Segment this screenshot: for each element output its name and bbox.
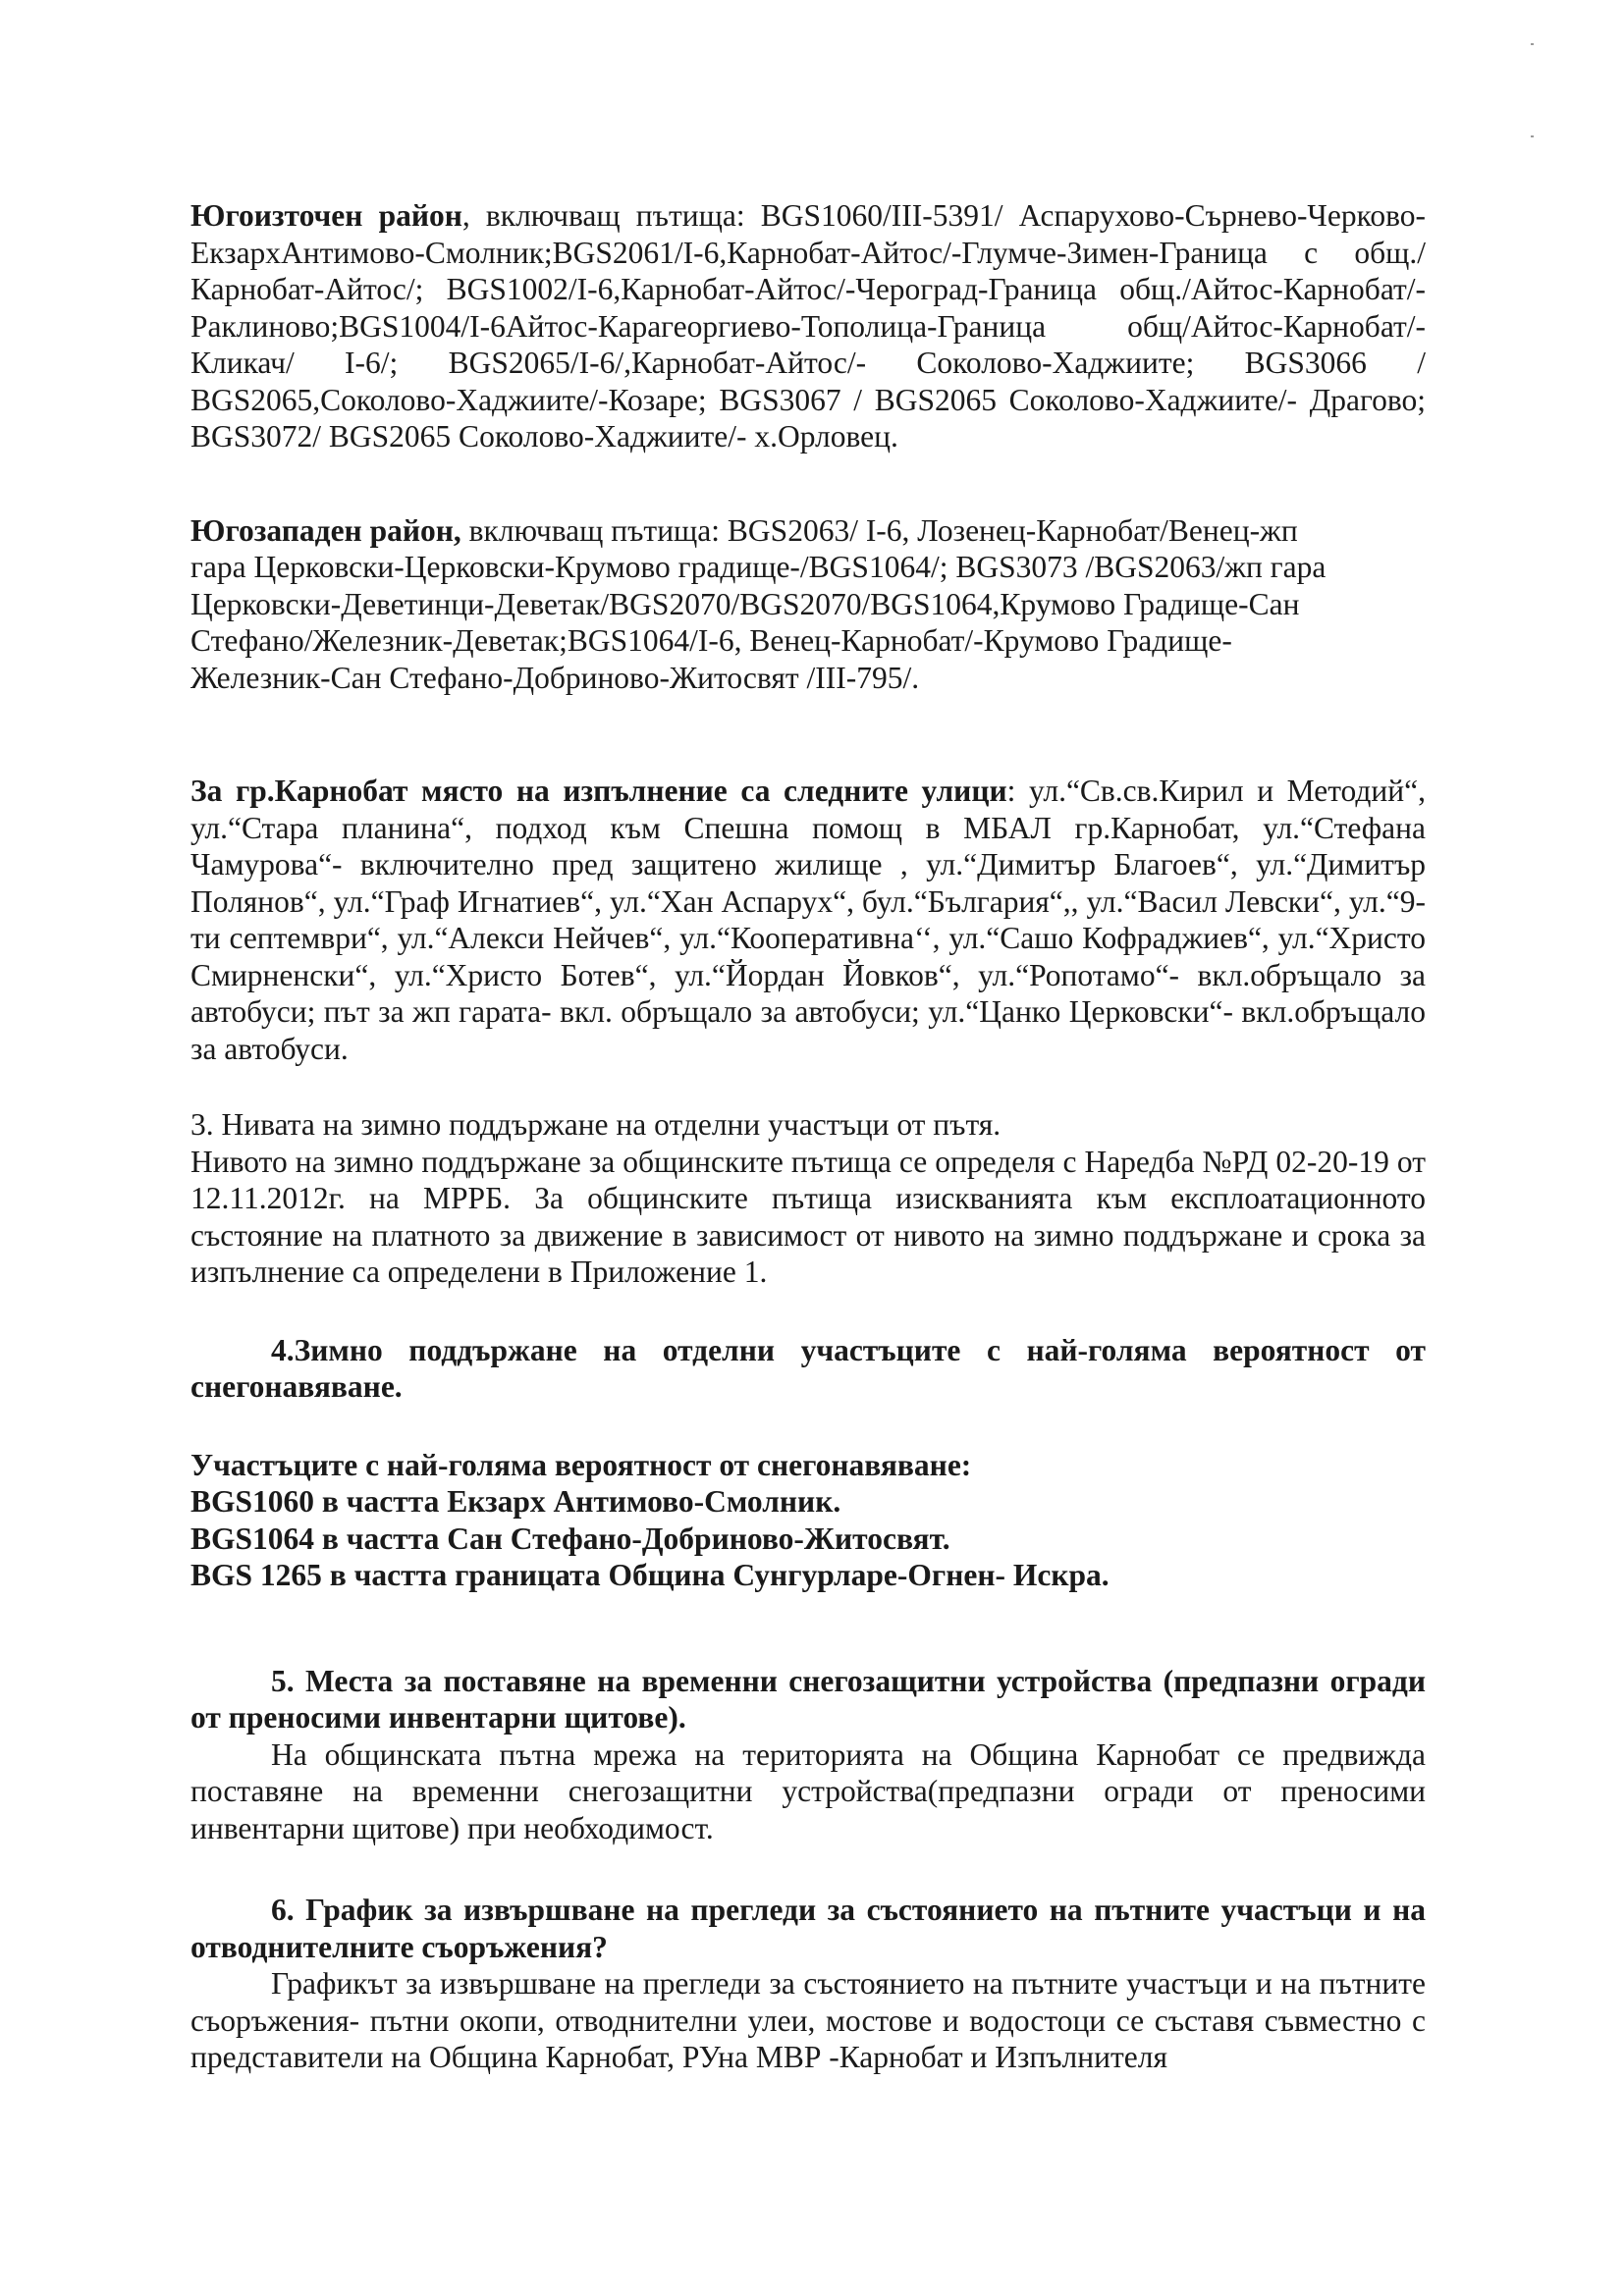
snowdrift-sections-list — [190, 1447, 1426, 1594]
southwest-line-4: Стефано/Железник-Деветак;BGS1064/I-6, Венец-Карнобат/-Крумово Градище- — [190, 623, 1232, 658]
southwest-line-3: Церковски-Деветинци-Деветак/BGS2070/BGS2070/BGS1064,Крумово Градище-Сан — [190, 586, 1300, 621]
southwest-district-paragraph — [190, 512, 1426, 697]
snowdrift-item: BGS 1265 в частта границата Община Сунгурларе-Огнен- Искра. — [190, 1558, 1110, 1592]
section-5-title: 5. Места за поставяне на временни снегозащитни устройства (предпазни огради от преносими инвентарни щитове). — [190, 1663, 1426, 1735]
section-5-text: На общинската пътна мрежа на територията на Община Карнобат се предвижда поставяне на временни снегозащитни устройства(предпазни огради от преносими инвентарни щитове) при необходимост. — [190, 1736, 1426, 1845]
southwest-district-heading: Югозападен район, — [190, 512, 461, 548]
document-body — [190, 197, 1426, 2076]
scan-speck — [1531, 135, 1534, 137]
southeast-district-heading: Югоизточен район — [190, 198, 462, 233]
section-4-title: 4.Зимно поддържане на отделни участъците с най-голяма вероятност от снегонавяване. — [190, 1332, 1426, 1404]
southeast-district-paragraph — [190, 197, 1426, 455]
southwest-line-2: гара Церковски-Церковски-Крумово градище-/BGS1064/; BGS3073 /BGS2063/жп гара — [190, 550, 1326, 584]
southeast-district-roads: , включващ пътища: BGS1060/III-5391/ Аспарухово-Сърнево-Черково-ЕкзархАнтимово-Смолник;BGS2061/I-6,Карнобат-Айтос/-Глумче-Зимен-Граница с общ./Карнобат-Айтос/; BGS1002/I-6,Карнобат-Айтос/-Чероград-Граница общ./Айтос-Карнобат/-Раклиново;BGS1004/I-6Айтос-Карагеоргиево-Тополица-Граница общ/Айтос-Карнобат/- Кликач/ I-6/; BGS2065/I-6/,Карнобат-Айтос/- Соколово-Хаджиите; BGS3066 / BGS2065,Соколово-Хаджиите/-Козаре; BGS3067 / BGS2065 Соколово-Хаджиите/- Драгово; BGS3072/ BGS2065 Соколово-Хаджиите/- х.Орловец. — [190, 198, 1426, 454]
southwest-line-1: Югозападен район, включващ пътища: BGS2063/ I-6, Лозенец-Карнобат/Венец-жп — [190, 512, 1298, 548]
snowdrift-list-heading: Участъците с най-голяма вероятност от снегонавяване: — [190, 1447, 972, 1482]
snowdrift-item: BGS1064 в частта Сан Стефано-Добриново-Житосвят. — [190, 1521, 950, 1556]
section-3-text: Нивото на зимно поддържане за общинските пътища се определя с Наредба №РД 02-20-19 от 12.11.2012г. на МРРБ. За общинските пътища изискванията към експлоатационното състояние на платното за движение в зависимост от нивото на зимно поддържане и срока за изпълнение са определени в Приложение 1. — [190, 1144, 1426, 1289]
section-3-title: 3. Нивата на зимно поддържане на отделни участъци от пътя. — [190, 1107, 1001, 1142]
karnobat-streets-paragraph — [190, 773, 1426, 1067]
karnobat-streets-heading: За гр.Карнобат място на изпълнение са следните улици — [190, 774, 1007, 808]
karnobat-streets-list: : ул.“Св.св.Кирил и Методий“, ул.“Стара планина“, подход към Спешна помощ в МБАЛ гр.Карнобат, ул.“Стефана Чамурова“- включително пред защитено жилище , ул.“Димитър Благоев“, ул.“Димитър Полянов“, ул.“Граф Игнатиев“, ул.“Хан Аспарух“, бул.“България“,, ул.“Васил Левски“, ул.“9-ти септември“, ул.“Алекси Нейчев“, ул.“Кооперативна‘‘, ул.“Сашо Кофраджиев“, ул.“Христо Смирненски“, ул.“Христо Ботев“, ул.“Йордан Йовков“, ул.“Ропотамо“- вкл.обръщало за автобуси; път за жп гарата- вкл. обръщало за автобуси; ул.“Цанко Церковски“- вкл.обръщало за автобуси. — [190, 774, 1426, 1066]
scan-speck — [1531, 43, 1534, 45]
section-6-text: Графикът за извършване на прегледи за състоянието на пътните участъци и на пътните съоръжения- пътни окопи, отводнителни улеи, мостове и водостоци се съставя съвместно с представители на Община Карнобат, РУна МВР -Карнобат и Изпълнителя — [190, 1966, 1426, 2074]
snowdrift-item: BGS1060 в частта Екзарх Антимово-Смолник. — [190, 1484, 841, 1519]
southwest-line-5: Железник-Сан Стефано-Добриново-Житосвят /III-795/. — [190, 660, 920, 695]
section-6-title: 6. График за извършване на прегледи за състоянието на пътните участъци и на отводнителните съоръжения? — [190, 1893, 1426, 1964]
